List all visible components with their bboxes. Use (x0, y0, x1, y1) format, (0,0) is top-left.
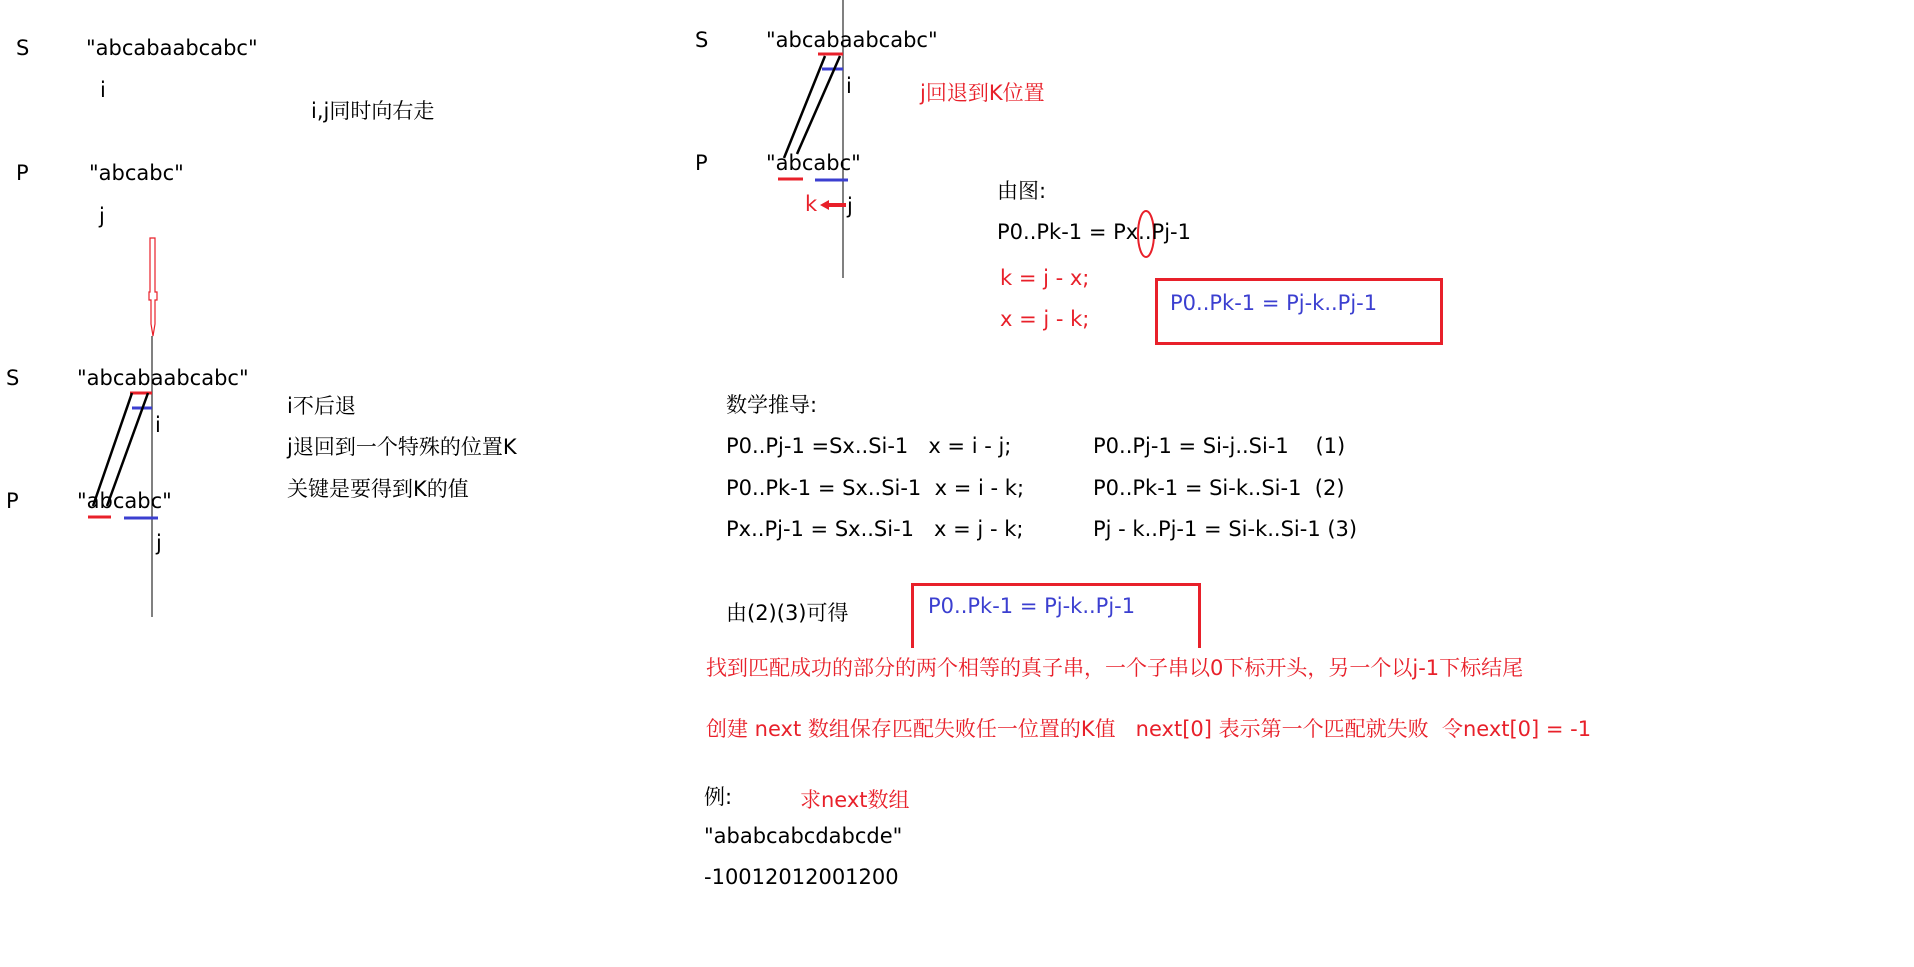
note: i,j同时向右走 (311, 99, 435, 123)
p-string: "abcabc" (77, 489, 172, 513)
p-string: "abcabc" (766, 151, 861, 175)
s-string: "abcabaabcabc" (86, 36, 258, 60)
derivation-left: Px..Pj-1 = Sx..Si-1 x = j - k; (726, 517, 1024, 541)
derivation-left: P0..Pj-1 =Sx..Si-1 x = i - j; (726, 434, 1012, 458)
equation: P0..Pk-1 = Px..Pj-1 (997, 220, 1191, 244)
note: j回退到K位置 (920, 81, 1045, 105)
s-string: "abcabaabcabc" (766, 28, 938, 52)
i-pointer: i (100, 78, 106, 102)
s-label: S (16, 36, 30, 60)
derivation-right: P0..Pk-1 = Si-k..Si-1 (2) (1093, 476, 1345, 500)
explanation: 找到匹配成功的部分的两个相等的真子串，一个子串以0下标开头，另一个以j-1下标结尾 (706, 656, 1524, 680)
i-pointer: i (155, 413, 161, 437)
j-pointer: j (99, 204, 105, 228)
derivation-left: P0..Pk-1 = Sx..Si-1 x = i - k; (726, 476, 1025, 500)
derivation-title: 数学推导: (726, 393, 818, 417)
explanation: 创建 next 数组保存匹配失败任一位置的K值 next[0] 表示第一个匹配就失败 令next[0] = -1 (706, 717, 1592, 741)
k-pointer: k (805, 192, 818, 216)
left-arrow-icon (820, 200, 846, 210)
next-array: -10012012001200 (704, 865, 899, 889)
s-label: S (6, 366, 20, 390)
s-label: S (695, 28, 709, 52)
p-label: P (6, 489, 19, 513)
conclusion-label: 由(2)(3)可得 (726, 601, 849, 625)
derivation-right: Pj - k..Pj-1 = Si-k..Si-1 (3) (1093, 517, 1358, 541)
conclusion: P0..Pk-1 = Pj-k..Pj-1 (928, 594, 1136, 618)
derivation-right: P0..Pj-1 = Si-j..Si-1 (1) (1093, 434, 1346, 458)
from-figure-label: 由图: (997, 179, 1047, 203)
example-string: "ababcabcdabcde" (704, 824, 903, 848)
j-pointer: j (847, 194, 853, 218)
note: j退回到一个特殊的位置K (287, 435, 517, 459)
note: i不后退 (287, 394, 356, 418)
j-pointer: j (156, 531, 162, 555)
p-label: P (16, 161, 29, 185)
p-label: P (695, 151, 708, 175)
i-pointer: i (846, 74, 852, 98)
example-task: 求next数组 (800, 788, 910, 812)
example-label: 例: (704, 785, 733, 809)
p-string: "abcabc" (89, 161, 184, 185)
note: 关键是要得到K的值 (287, 477, 469, 501)
down-arrow-icon (149, 238, 157, 336)
k-equation: k = j - x; (1000, 266, 1090, 290)
boxed-result: P0..Pk-1 = Pj-k..Pj-1 (1170, 291, 1378, 315)
x-equation: x = j - k; (1000, 307, 1090, 331)
s-string: "abcabaabcabc" (77, 366, 249, 390)
